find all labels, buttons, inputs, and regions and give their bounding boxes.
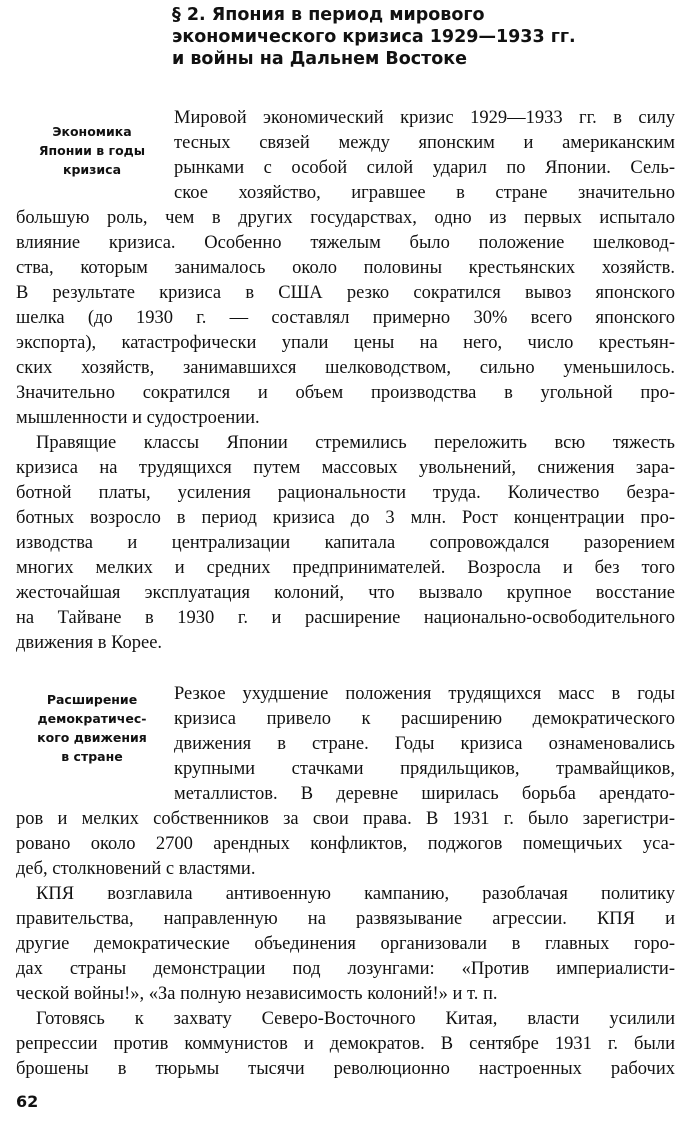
- margin-note-line: кризиса: [62, 162, 122, 177]
- margin-note-line: кого движения: [37, 730, 147, 745]
- text-line: дах страны демонстрации под лозунгами: «Против империалисти-: [16, 959, 675, 979]
- text-line: многих мелких и средних предпринимателей. Возросла и без того: [16, 558, 675, 578]
- text-line: Мировой экономический кризис 1929—1933 гг. в силу: [174, 108, 675, 128]
- margin-note-democratic-movement: [16, 690, 168, 766]
- text-line: металлистов. В деревне ширилась борьба арендато-: [174, 784, 675, 804]
- text-line: КПЯ возглавила антивоенную кампанию, разоблачая политику: [36, 884, 675, 904]
- margin-note-line: демократичес-: [37, 711, 147, 726]
- text-line: деб, столкновений с властями.: [16, 859, 256, 879]
- text-line: движения в Корее.: [16, 633, 163, 653]
- text-line: изводства и централизации капитала сопровождался разорением: [16, 533, 675, 553]
- text-line: мышленности и судостроении.: [16, 408, 260, 428]
- text-line: жесточайшая эксплуатация колоний, что вызвало крупное восстание: [16, 583, 675, 603]
- text-line: тесных связей между японским и американским: [174, 133, 675, 153]
- text-line: экспорта), катастрофически упали цены на него, число крестьян-: [16, 333, 675, 353]
- text-line: рынками с особой силой ударил по Японии. Сель-: [174, 158, 675, 178]
- text-line: ботных возросло в период кризиса до 3 млн. Рост концентрации про-: [16, 508, 675, 528]
- text-line: большую роль, чем в других государствах, одно из первых испытало: [16, 208, 675, 228]
- margin-note-line: Расширение: [46, 692, 138, 707]
- text-line: ское хозяйство, игравшее в стране значительно: [174, 183, 675, 203]
- text-line: Резкое ухудшение положения трудящихся масс в годы: [174, 684, 675, 704]
- text-line: шелка (до 1930 г. — составлял примерно 30% всего японского: [16, 308, 675, 328]
- text-line: Значительно сократился и объем производства в угольной про-: [16, 383, 675, 403]
- text-line: ских хозяйств, занимавшихся шелководством, сильно уменьшилось.: [16, 358, 675, 378]
- section-title-line: § 2. Япония в период мирового: [172, 5, 485, 25]
- text-line: В результате кризиса в США резко сократился вывоз японского: [16, 283, 675, 303]
- margin-note-line: Экономика: [52, 124, 132, 139]
- section-title-line: и войны на Дальнем Востоке: [172, 49, 467, 69]
- text-line: ства, которым занималось около половины крестьянских хозяйств.: [16, 258, 675, 278]
- text-line: ровано около 2700 арендных конфликтов, поджогов помещичьих уса-: [16, 834, 675, 854]
- text-line: правительства, направленную на развязывание агрессии. КПЯ и: [16, 909, 675, 929]
- text-line: кризиса на трудящихся путем массовых увольнений, снижения зара-: [16, 458, 675, 478]
- text-line: другие демократические объединения организовали в главных горо-: [16, 934, 675, 954]
- text-line: ботной платы, усиления рациональности труда. Количество безра-: [16, 483, 675, 503]
- text-line: влияние кризиса. Особенно тяжелым было положение шелковод-: [16, 233, 675, 253]
- text-line: крупными стачками прядильщиков, трамвайщиков,: [174, 759, 675, 779]
- text-line: ческой войны!», «За полную независимость колоний!» и т. п.: [16, 984, 498, 1004]
- text-line: репрессии против коммунистов и демократов. В сентябре 1931 г. были: [16, 1034, 675, 1054]
- page-number: 62: [16, 1092, 39, 1111]
- text-line: Готовясь к захвату Северо-Восточного Китая, власти усилили: [36, 1009, 675, 1029]
- text-line: Правящие классы Японии стремились переложить всю тяжесть: [36, 433, 675, 453]
- text-line: брошены в тюрьмы тысячи революционно настроенных рабочих: [16, 1059, 675, 1079]
- text-line: ров и мелких собственников за свои права. В 1931 г. было зарегистри-: [16, 809, 675, 829]
- section-title: [172, 4, 612, 70]
- margin-note-economy: [16, 122, 168, 179]
- text-line: на Тайване в 1930 г. и расширение национально-освободительного: [16, 608, 675, 628]
- margin-note-line: в стране: [61, 749, 123, 764]
- margin-note-line: Японии в годы: [38, 143, 146, 158]
- text-line: движения в стране. Годы кризиса ознаменовались: [174, 734, 675, 754]
- text-line: кризиса привело к расширению демократического: [174, 709, 675, 729]
- section-title-line: экономического кризиса 1929—1933 гг.: [172, 27, 576, 47]
